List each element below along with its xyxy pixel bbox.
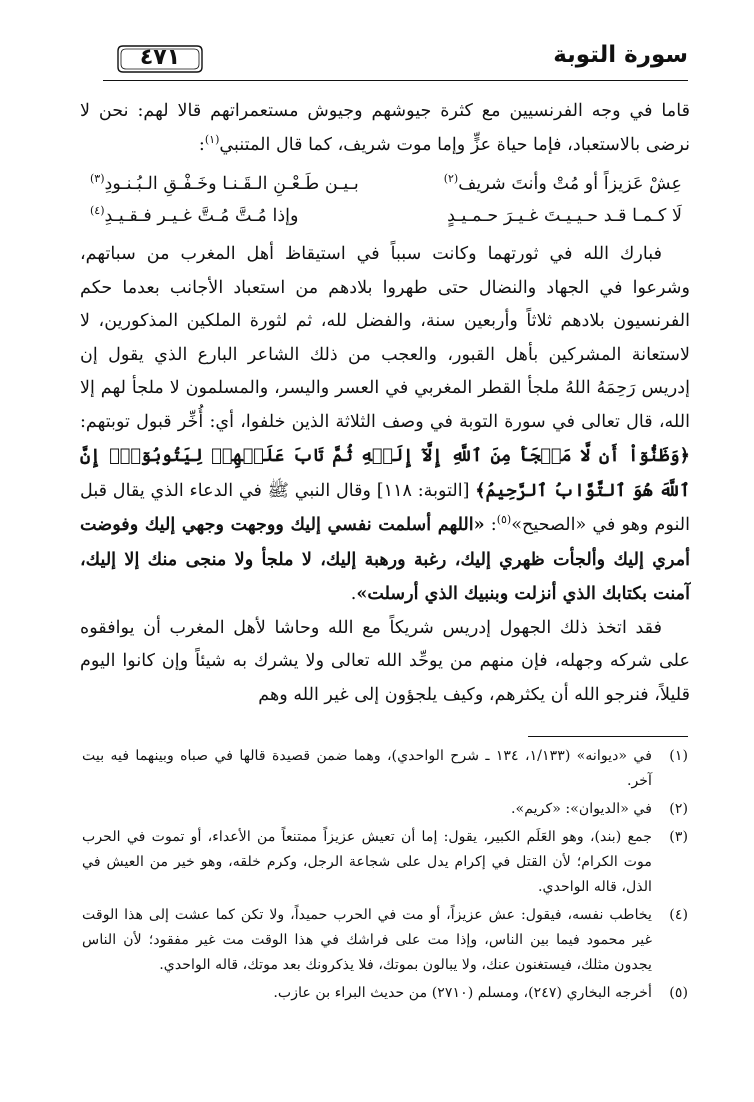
poem-verses <box>90 166 690 232</box>
paragraph-2-text: فبارك الله في ثورتهما وكانت سبباً في استيقاظ أهل المغرب من سباتهم، وشرعوا في الجهاد والنضال حتى طهروا بلادهم من استعباد الأجانب بعدما حكم الفرنسيون بلادهم ثلاثاً وأربعين سنة، والفضل لله، ثم لثورة الملكين المذكورين، لا لاستعانة المشركين بأهل القبور، والعجب من ذلك الشاعر البارع الذي يقول إن إدريس رَحِمَهُ اللهُ ملجأ القطر المغربي في العسر واليسر، والمسلمون لا ملجأ لهم إلا الله، قال تعالى في سورة التوبة في وصف الثلاثة الذين خلفوا، أي: أُخِّر قبول توبتهم: <box>80 244 690 432</box>
footnote <box>82 981 688 1006</box>
footnote-number: (٢) <box>669 801 688 817</box>
page-header <box>103 40 688 84</box>
footnote-ref-4[interactable]: (٤) <box>90 204 105 218</box>
paragraph-3 <box>80 612 690 713</box>
footnote-number: (٣) <box>669 829 688 845</box>
poem-line-1-first-hemistich <box>444 168 682 201</box>
footnote-text: في «ديوانه» (١/١٣٣، ١٣٤ ـ شرح الواحدي)، وهما ضمن قصيدة قالها في صباه وبينهما فيه بيت آخر. <box>82 748 652 789</box>
footnote-text: أخرجه البخاري (٢٤٧)، ومسلم (٢٧١٠) من حديث البراء بن عازب. <box>273 985 652 1001</box>
poem-line-2-first-hemistich <box>447 200 682 233</box>
paragraph-1-end: : <box>198 134 205 155</box>
footnote-separator <box>528 736 688 737</box>
paragraph-2-citation: [التوبة: ١١٨] وقال النبي ﷺ في الدعاء الذي يقال قبل النوم وهو في «الصحيح» <box>80 480 690 535</box>
footnote-ref-2[interactable]: (٢) <box>443 172 459 186</box>
paragraph-2-end: . <box>350 584 357 604</box>
footnote-text: يخاطب نفسه، فيقول: عش عزيزاً، أو مت في الحرب حميداً، ولا تكن كما عشت إلى هذا الوقت غير محمود فيما بين الناس، وإذا مت على فراشك في هذا الوقت مت غير مفقود؛ لأن الناس يجدون مثلك، فيستغنون عنك، ولا يبالون بموتك، فلا يذكرونك بعد موتك، قاله الواحدي. <box>82 907 652 973</box>
footnote <box>82 903 688 978</box>
footnote-number: (٥) <box>669 985 688 1001</box>
header-rule <box>103 80 688 81</box>
poem-line-1-second-text: بـيـن طَـعْـنِ الـقَـنـا وخَـفْـقِ الـبُـنـودِ <box>104 174 359 194</box>
footnote-ref-5[interactable]: (٥) <box>496 513 512 527</box>
paragraph-2 <box>80 238 690 612</box>
footnote-text: في «الديوان»: «كريم». <box>511 801 652 817</box>
paragraph-1-text: قاما في وجه الفرنسيين مع كثرة جيوشهم وجيوش مستعمراتهم قالا لهم: نحن لا نرضى بالاستعباد، فإما حياة عزٍّ وإما موت شريف، كما قال المتنبي <box>80 101 690 155</box>
footnote-ref-1[interactable]: (١) <box>204 132 220 146</box>
poem-line-1-second-hemistich <box>90 168 359 201</box>
page-number: ٤٧١ <box>139 45 181 70</box>
page-number-frame <box>117 44 203 74</box>
footnote-number: (٤) <box>669 907 688 923</box>
footnote-text: جمع (بند)، وهو العَلَم الكبير، يقول: إما أن تعيش عزيزاً ممتنعاً من الأعداء، أو تموت في الحرب موت الكرام؛ لأن القتل في إكرام يدل على شجاعة الرجل، وكرم خلقه، وهو خير من العيش في الذل، قاله الواحدي. <box>82 829 652 895</box>
footnote <box>82 825 688 900</box>
paragraph-3-text: فقد اتخذ ذلك الجهول إدريس شريكاً مع الله وحاشا لأهل المغرب أن يوافقوه على شركه وجهله، فإن منهم من يوحِّد الله تعالى ولا يشرك به شيئاً وإن كانوا اليوم قليلاً، فنرجو الله أن يكثرهم، وكيف يلجؤون إلى غير الله وهم <box>80 617 690 705</box>
footnotes <box>82 744 688 1009</box>
main-text <box>80 95 690 712</box>
poem-line-1-first-text: عِشْ عَزيزاً أو مُتْ وأنتَ شريف <box>458 174 682 194</box>
surah-title: سورة التوبة <box>553 42 688 68</box>
footnote-ref-3[interactable]: (٣) <box>90 172 105 186</box>
poem-line-2-second-text: وإذا مُـتَّ مُـتَّ غـيـر فـقـيـدِ <box>104 206 299 226</box>
poem-line-2-second-hemistich <box>90 200 299 233</box>
footnote-number: (١) <box>669 748 688 764</box>
poem-line-2-first-text: لَا كـمـا قـد حـيـيـتَ غـيـرَ حـمـيـدٍ <box>447 206 682 226</box>
quran-verse: ﴿وَظَنُّوٓاْ أَن لَّا مَلۡجَأَ مِنَ ٱللَّهِ إِلَّآ إِلَيۡهِ ثُمَّ تَابَ عَلَيۡهِمۡ لِيَتُوبُوٓاْۚ إِنَّ ٱللَّهَ هُوَ ٱلتَّوَّابُ ٱلرَّحِيمُ﴾ <box>80 445 691 501</box>
hadith-dua: «اللهم أسلمت نفسي إليك ووجهت وجهي إليك وفوضت أمري إليك وألجأت ظهري إليك، رغبة ورهبة إليك، لا ملجأ ولا منجى منك إلا إليك، آمنت بكتابك الذي أنزلت وبنبيك الذي أرسلت» <box>80 514 690 604</box>
paragraph-2-colon: : <box>484 515 497 535</box>
footnote <box>82 744 688 794</box>
footnote <box>82 797 688 822</box>
paragraph-1 <box>80 95 690 162</box>
